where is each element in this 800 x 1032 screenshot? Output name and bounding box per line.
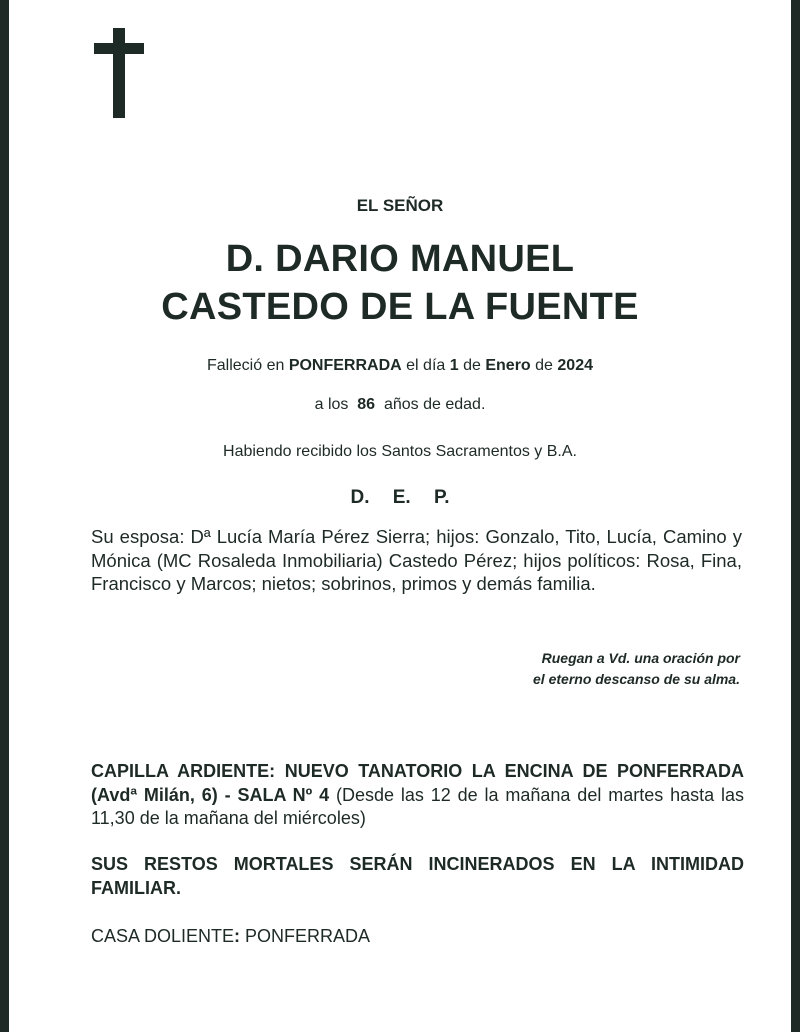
death-prefix: Falleció en bbox=[206, 357, 285, 374]
family-paragraph: Su esposa: Dª Lucía María Pérez Sierra; hijos: Gonzalo, Tito, Lucía, Camino y Mónica (MC Rosaleda Inmobiliaria) Castedo Pérez; hijos políticos: Rosa, Fina, Francisco y Marcos; nietos; sobrinos, primos y demás familia. bbox=[91, 526, 742, 594]
age-value: 86 bbox=[357, 396, 376, 413]
death-day: 1 bbox=[449, 357, 459, 374]
prayer-line2: el eterno descanso de su alma. bbox=[533, 671, 740, 687]
prayer-request bbox=[340, 648, 740, 690]
death-month: Enero bbox=[485, 357, 531, 374]
deceased-name-line1: D. DARIO MANUEL bbox=[225, 238, 575, 280]
deceased-name-line2: CASTEDO DE LA FUENTE bbox=[161, 286, 639, 328]
death-of2: de bbox=[535, 357, 553, 374]
cross-icon bbox=[94, 28, 144, 118]
house-colon: : bbox=[234, 926, 241, 946]
death-year: 2024 bbox=[557, 357, 593, 374]
house-value: PONFERRADA bbox=[240, 926, 371, 946]
death-day-label: el día bbox=[406, 357, 446, 374]
death-place: PONFERRADA bbox=[288, 357, 402, 374]
chapel-hours: (Desde las 12 de la mañana del martes hasta las 11,30 de la mañana del miércoles) bbox=[91, 784, 744, 828]
death-of1: de bbox=[463, 357, 481, 374]
chapel-info bbox=[91, 760, 744, 831]
dep-text: D. E. P. bbox=[350, 487, 450, 508]
house-label: CASA DOLIENTE bbox=[91, 926, 235, 946]
sacraments-text: Habiendo recibido los Santos Sacramentos y B.A. bbox=[223, 443, 577, 460]
prayer-line1: Ruegan a Vd. una oración por bbox=[541, 650, 740, 666]
chapel-location: CAPILLA ARDIENTE: NUEVO TANATORIO LA ENCINA DE PONFERRADA (Avdª Milán, 6) - SALA Nº 4 bbox=[91, 761, 744, 805]
death-info bbox=[40, 357, 760, 375]
age-suffix: años de edad. bbox=[383, 396, 486, 413]
remains-notice: SUS RESTOS MORTALES SERÁN INCINERADOS EN LA INTIMIDAD FAMILIAR. bbox=[91, 854, 744, 898]
house-info bbox=[91, 926, 370, 947]
honorific: EL SEÑOR bbox=[356, 196, 444, 215]
age-prefix: a los bbox=[314, 396, 349, 413]
age-info bbox=[40, 396, 760, 414]
